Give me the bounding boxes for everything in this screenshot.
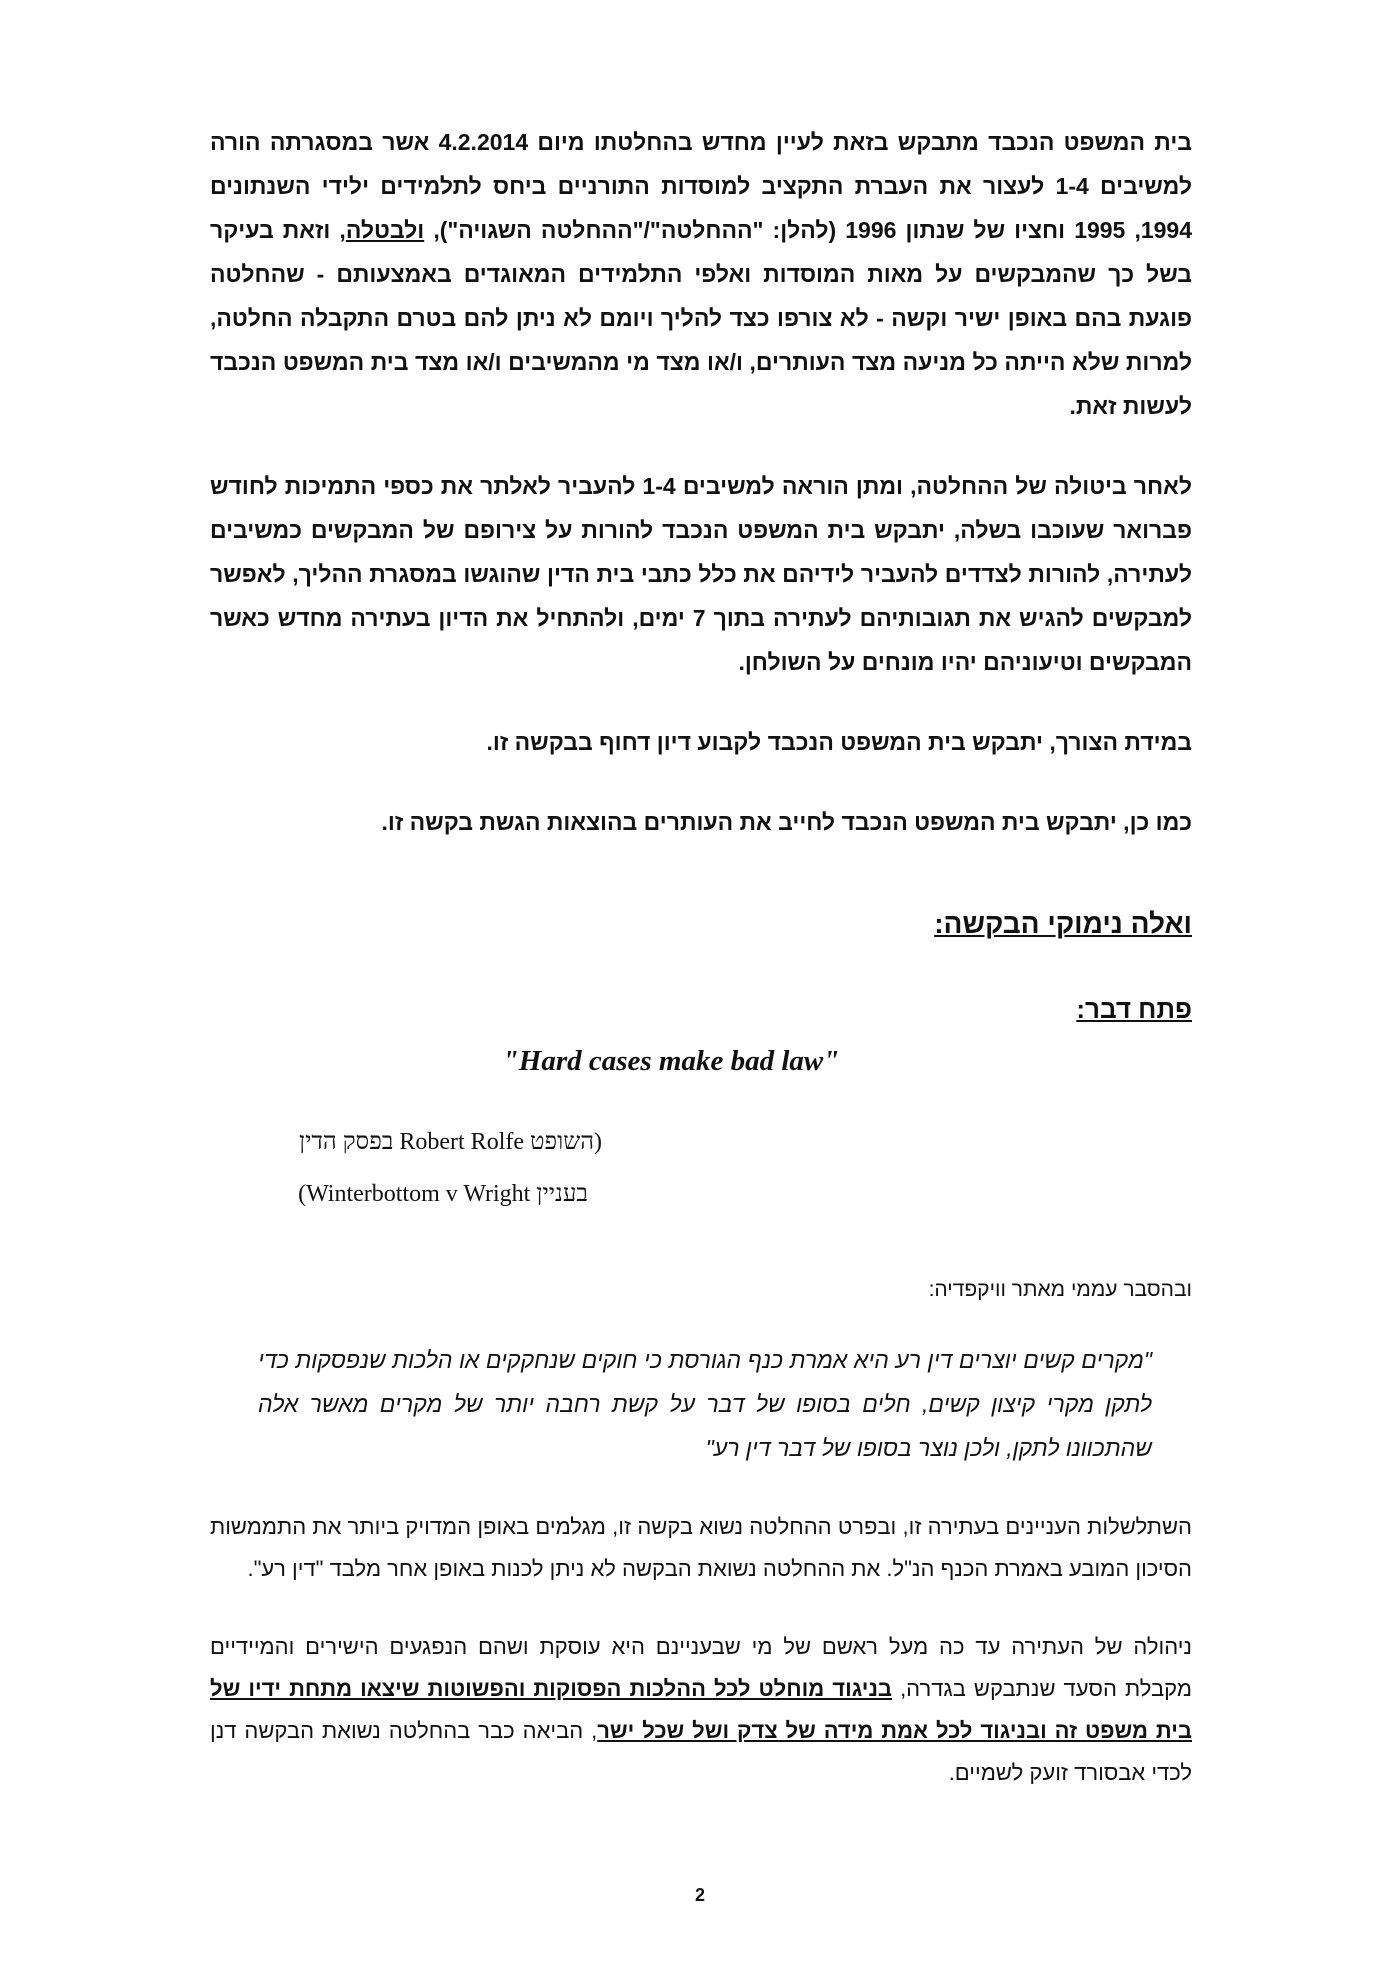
paragraph-text: , וזאת בעיקר בשל כך שהמבקשים על מאות המוסדות ואלפי התלמידים המאוגדים באמצעותם - שהחלטה פוגעת בהם באופן ישיר וקשה - לא צורפו כצד להליך ויומם לא ניתן להם בטרם התקבלה החלטה, למרות שלא הייתה כל מניעה מצד העותרים, ו/או מצד מי מהמשיבים ו/או מצד בית המשפט הנכבד לעשות זאת. (210, 217, 1192, 419)
section-heading-reasons: ואלה נימוקי הבקשה: (934, 908, 1192, 939)
paragraph-request-reconsider (210, 120, 1192, 428)
quote-attribution (210, 1116, 1192, 1220)
underlined-phrase: ולבטלה (345, 217, 425, 243)
attribution-line: (השופט Robert Rolfe בפסק הדין (298, 1129, 602, 1155)
document-page (210, 120, 1192, 1830)
attribution-line: בעניין Winterbottom v Wright) (298, 1181, 588, 1207)
paragraph-after-cancel: לאחר ביטולה של ההחלטה, ומתן הוראה למשיבים 1-4 להעביר לאלתר את כספי התמיכות לחודש פברואר שעוכבו בשלה, יתבקש בית המשפט הנכבד להורות על צירופם של המבקשים כמשיבים לעתירה, להורות לצדדים להעביר לידיהם את כלל כתבי בית הדין שהוגשו במסגרת ההליך, לאפשר למבקשים להגיש את תגובותיהם לעתירה בתוך 7 ימים, ולהתחיל את הדיון בעתירה מחדש כאשר המבקשים וטיעוניהם יהיו מונחים על השולחן. (210, 473, 1192, 675)
wikipedia-quote: "מקרים קשים יוצרים דין רע היא אמרת כנף הגורסת כי חוקים שנחקקים או הלכות שנפסקות כדי לתקן מקרי קיצון קשים, חלים בסופו של דבר על קשת רחבה יותר של מקרים מאשר אלה שהתכוונו לתקן, ולכן נוצר בסופו של דבר דין רע" (258, 1347, 1152, 1461)
paragraph-text: , הביאה כבר בהחלטה נשואת הבקשה דנן לכדי אבסורד זועק לשמיים. (210, 1718, 1192, 1785)
paragraph-chain-of-events: השתלשלות העניינים בעתירה זו, ובפרט ההחלטה נשוא בקשה זו, מגלמים באופן המדויק ביותר את התממשות הסיכון המובע באמרת הכנף הנ"ל. את ההחלטה נשואת הבקשה לא ניתן לכנות באופן אחר מלבד "דין רע". (210, 1514, 1192, 1581)
wikipedia-intro: ובהסבר עממי מאתר וויקפדיה: (928, 1278, 1192, 1301)
paragraph-text: בית המשפט הנכבד מתבקש בזאת לעיין מחדש בהחלטתו מיום 4.2.2014 אשר במסגרתה הורה למשיבים 1-4 לעצור את העברת התקציב למוסדות התורניים ביחס לתלמידים ילידי השנתונים 1994, 1995 וחציו של שנתון 1996 (להלן: "ההחלטה"/"ההחלטה השגויה"), (210, 129, 1193, 243)
page-number: 2 (694, 1885, 705, 1905)
paragraph-costs: כמו כן, יתבקש בית המשפט הנכבד לחייב את העותרים בהוצאות הגשת בקשה זו. (381, 809, 1192, 835)
paragraph-text: ניהולה של העתירה עד כה מעל ראשם של מי שבעניינם היא עוסקת ושהם הנפגעים הישירים והמיידיים מקבלת הסעד שנתבקש בגדרה, (210, 1634, 1192, 1701)
underlined-bold-phrase: בניגוד מוחלט לכל ההלכות הפסוקות והפשוטות שיצאו מתחת ידיו של בית משפט זה ובניגוד לכל אמת מידה של צדק ושל שכל ישר (210, 1676, 1192, 1743)
section-heading-preface: פתח דבר: (1076, 994, 1192, 1024)
paragraph-urgent-hearing: במידת הצורך, יתבקש בית המשפט הנכבד לקבוע דיון דחוף בבקשה זו. (486, 729, 1192, 755)
english-quote: "Hard cases make bad law" (502, 1045, 840, 1077)
paragraph-conduct-of-petition (210, 1626, 1192, 1794)
